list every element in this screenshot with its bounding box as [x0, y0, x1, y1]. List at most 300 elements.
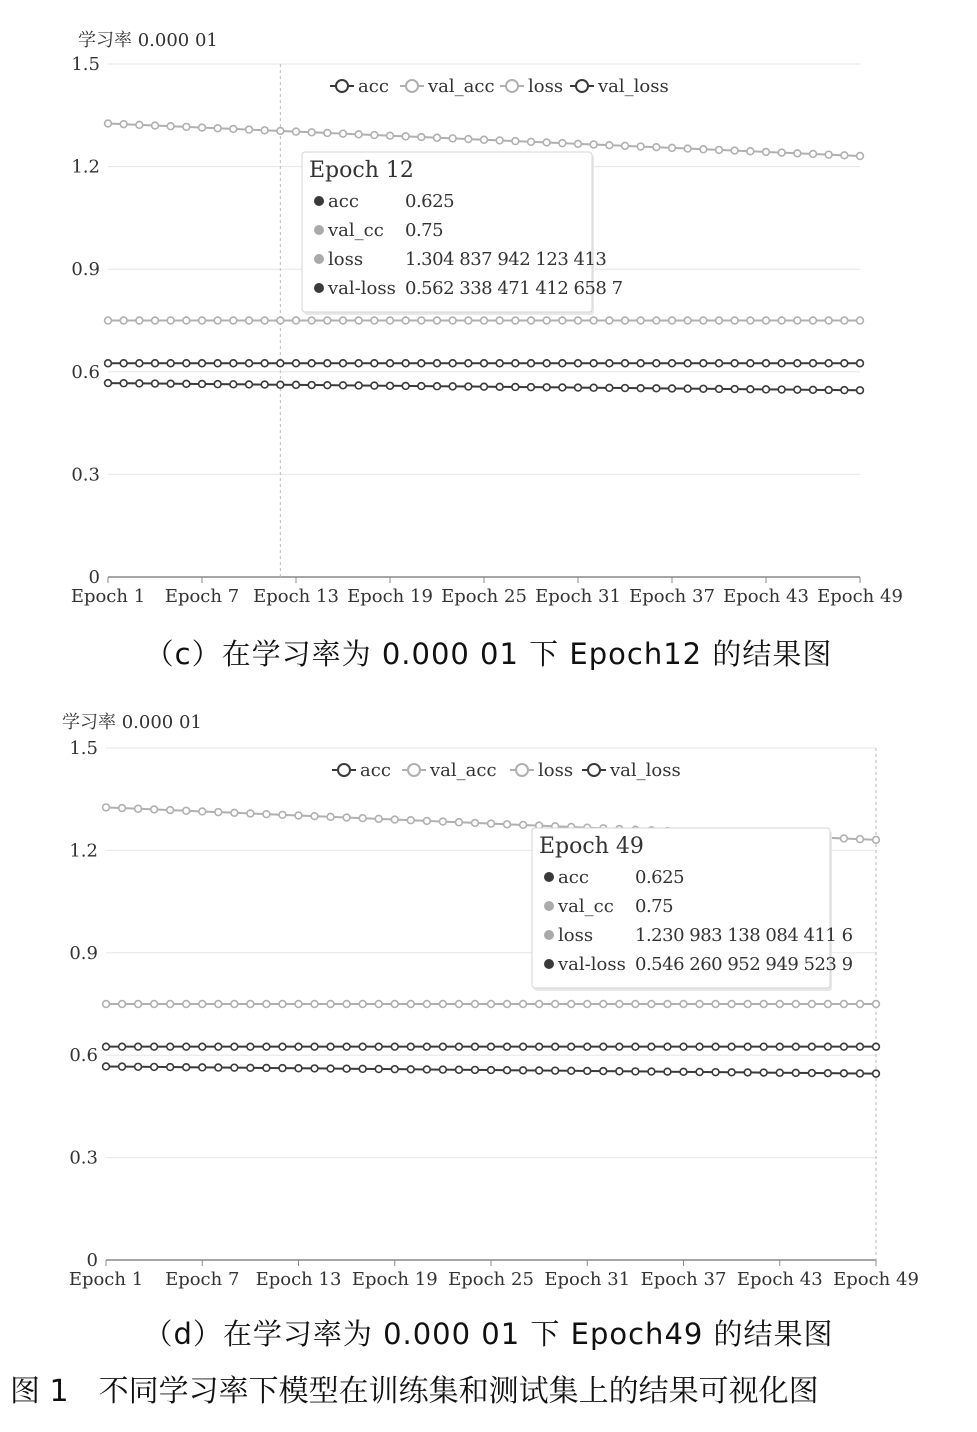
- data-point-acc: [792, 1043, 799, 1050]
- data-point-loss: [359, 815, 366, 822]
- data-point-val_acc: [465, 317, 472, 324]
- legend-marker-acc: [338, 764, 350, 776]
- data-point-acc: [552, 1043, 559, 1050]
- data-point-acc: [375, 1043, 382, 1050]
- data-point-loss: [472, 820, 479, 827]
- data-point-acc: [763, 360, 770, 367]
- data-point-val_loss: [472, 1066, 479, 1073]
- data-point-acc: [135, 1043, 142, 1050]
- legend-marker-val_acc: [408, 764, 420, 776]
- figure-number: 图 1: [10, 1374, 69, 1409]
- data-point-val_acc: [387, 317, 394, 324]
- x-tick-label: Epoch 25: [441, 586, 527, 607]
- data-point-loss: [841, 835, 848, 842]
- data-point-loss: [293, 128, 300, 135]
- data-point-loss: [136, 121, 143, 128]
- data-point-val_acc: [728, 1001, 735, 1008]
- data-point-val_loss: [684, 385, 691, 392]
- data-point-val_loss: [391, 1066, 398, 1073]
- legend-marker-loss: [516, 764, 528, 776]
- x-tick-label: Epoch 49: [833, 1269, 919, 1290]
- data-point-val_acc: [700, 317, 707, 324]
- data-point-val_loss: [696, 1069, 703, 1076]
- data-point-acc: [716, 360, 723, 367]
- y-tick-label: 0.3: [69, 1147, 98, 1169]
- data-point-acc: [712, 1043, 719, 1050]
- data-point-val_loss: [456, 1066, 463, 1073]
- data-point-val_acc: [308, 317, 315, 324]
- data-point-acc: [810, 360, 817, 367]
- data-point-acc: [808, 1043, 815, 1050]
- data-point-loss: [622, 142, 629, 149]
- data-point-acc: [279, 1043, 286, 1050]
- data-point-acc: [456, 1043, 463, 1050]
- data-point-val_acc: [327, 1001, 334, 1008]
- data-point-loss: [247, 810, 254, 817]
- data-point-val_acc: [402, 317, 409, 324]
- data-point-loss: [575, 140, 582, 147]
- data-point-loss: [731, 147, 738, 154]
- data-point-val_acc: [371, 317, 378, 324]
- data-point-loss: [684, 145, 691, 152]
- data-point-val_loss: [600, 1068, 607, 1075]
- data-point-loss: [355, 131, 362, 138]
- data-point-val_acc: [857, 317, 864, 324]
- data-point-acc: [199, 360, 206, 367]
- data-point-val_acc: [343, 1001, 350, 1008]
- data-point-val_loss: [371, 382, 378, 389]
- data-point-acc: [152, 360, 159, 367]
- data-point-loss: [199, 808, 206, 815]
- data-point-val_acc: [637, 317, 644, 324]
- data-point-val_loss: [311, 1065, 318, 1072]
- y-tick-label: 0: [86, 1250, 98, 1271]
- y-tick-label: 0.9: [69, 942, 98, 964]
- data-point-acc: [637, 360, 644, 367]
- data-point-loss: [119, 805, 126, 812]
- data-point-loss: [512, 138, 519, 145]
- x-tick-label: Epoch 31: [535, 586, 621, 607]
- y-tick-label: 1.5: [71, 54, 100, 75]
- data-point-val_acc: [439, 1001, 446, 1008]
- data-point-val_acc: [152, 317, 159, 324]
- data-point-val_loss: [584, 1068, 591, 1075]
- data-point-val_loss: [760, 1069, 767, 1076]
- data-point-val_acc: [183, 317, 190, 324]
- data-point-acc: [680, 1043, 687, 1050]
- data-point-val_acc: [230, 317, 237, 324]
- y-tick-label: 0.9: [71, 259, 100, 281]
- data-point-acc: [167, 360, 174, 367]
- data-point-acc: [700, 360, 707, 367]
- data-point-acc: [616, 1043, 623, 1050]
- data-point-loss: [340, 130, 347, 137]
- data-point-val_loss: [700, 385, 707, 392]
- tooltip-row-value: 0.75: [635, 896, 674, 917]
- y-tick-label: 0.6: [69, 1045, 98, 1067]
- data-point-val_loss: [575, 384, 582, 391]
- legend-label: acc: [358, 76, 389, 97]
- x-tick-label: Epoch 7: [164, 586, 240, 607]
- legend-marker-val_acc: [406, 80, 418, 92]
- data-point-acc: [136, 360, 143, 367]
- x-tick-label: Epoch 43: [736, 1269, 823, 1290]
- data-point-acc: [167, 1043, 174, 1050]
- data-point-acc: [841, 360, 848, 367]
- data-point-acc: [340, 360, 347, 367]
- data-point-val_loss: [263, 1065, 270, 1072]
- data-point-loss: [231, 809, 238, 816]
- data-point-val_acc: [167, 317, 174, 324]
- data-point-val_acc: [731, 317, 738, 324]
- tooltip-row-value: 0.75: [405, 220, 444, 241]
- data-point-val_loss: [653, 385, 660, 392]
- tooltip-dot: [544, 872, 554, 882]
- data-point-val_loss: [230, 381, 237, 388]
- data-point-val_loss: [231, 1064, 238, 1071]
- data-point-val_loss: [434, 383, 441, 390]
- data-point-val_loss: [606, 384, 613, 391]
- tooltip-row-label: val_cc: [328, 220, 384, 241]
- data-point-acc: [231, 1043, 238, 1050]
- data-point-val_acc: [716, 317, 723, 324]
- data-point-acc: [214, 360, 221, 367]
- legend-label: val_loss: [598, 76, 669, 97]
- tooltip-row-value: 1.304 837 942 123 413: [405, 249, 607, 270]
- data-point-val_loss: [103, 1063, 110, 1070]
- data-point-loss: [528, 138, 535, 145]
- data-point-loss: [215, 809, 222, 816]
- data-point-acc: [568, 1043, 575, 1050]
- tooltip-row-label: val-loss: [328, 278, 396, 299]
- data-point-loss: [199, 124, 206, 131]
- tooltip-row-value: 1.230 983 138 084 411 6: [635, 925, 853, 946]
- data-point-val_loss: [744, 1069, 751, 1076]
- data-point-val_loss: [728, 1069, 735, 1076]
- tooltip-dot: [544, 959, 554, 969]
- data-point-loss: [825, 151, 832, 158]
- legend-marker-val_loss: [576, 80, 588, 92]
- data-point-acc: [520, 1043, 527, 1050]
- data-point-val_acc: [263, 1001, 270, 1008]
- data-point-loss: [167, 123, 174, 130]
- data-point-acc: [308, 360, 315, 367]
- data-point-val_acc: [449, 317, 456, 324]
- data-point-val_acc: [684, 317, 691, 324]
- data-point-val_acc: [616, 1001, 623, 1008]
- data-point-val_loss: [792, 1069, 799, 1076]
- data-point-val_loss: [387, 382, 394, 389]
- data-point-loss: [311, 813, 318, 820]
- data-point-acc: [423, 1043, 430, 1050]
- data-point-loss: [402, 133, 409, 140]
- x-tick-label: Epoch 19: [351, 1269, 438, 1290]
- data-point-val_acc: [496, 317, 503, 324]
- x-tick-label: Epoch 1: [68, 1269, 144, 1290]
- data-point-val_acc: [340, 317, 347, 324]
- data-point-acc: [841, 1043, 848, 1050]
- data-point-acc: [449, 360, 456, 367]
- tooltip-dot: [314, 225, 324, 235]
- data-point-acc: [103, 1043, 110, 1050]
- data-point-val_loss: [528, 384, 535, 391]
- data-point-val_acc: [680, 1001, 687, 1008]
- data-point-loss: [343, 814, 350, 821]
- data-point-val_loss: [536, 1067, 543, 1074]
- data-point-acc: [407, 1043, 414, 1050]
- data-point-val_loss: [465, 383, 472, 390]
- x-tick-label: Epoch 25: [448, 1269, 534, 1290]
- tooltip-title: Epoch 12: [309, 158, 414, 183]
- data-point-val_loss: [825, 387, 832, 394]
- data-point-val_acc: [520, 1001, 527, 1008]
- data-point-val_loss: [340, 382, 347, 389]
- data-point-val_acc: [653, 317, 660, 324]
- data-point-acc: [648, 1043, 655, 1050]
- data-point-val_acc: [669, 317, 676, 324]
- data-point-acc: [439, 1043, 446, 1050]
- data-point-val_acc: [434, 317, 441, 324]
- tooltip-title: Epoch 49: [539, 834, 644, 859]
- data-point-loss: [481, 136, 488, 143]
- data-point-val_loss: [167, 1064, 174, 1071]
- data-point-acc: [744, 1043, 751, 1050]
- legend-label: acc: [360, 760, 391, 781]
- data-point-val_loss: [183, 380, 190, 387]
- data-point-loss: [810, 151, 817, 158]
- data-point-val_loss: [183, 1064, 190, 1071]
- data-point-val_loss: [637, 385, 644, 392]
- data-point-val_acc: [825, 317, 832, 324]
- legend-marker-acc: [336, 80, 348, 92]
- data-point-val_loss: [246, 381, 253, 388]
- legend-label: loss: [528, 76, 564, 97]
- data-point-acc: [481, 360, 488, 367]
- data-point-val_acc: [183, 1001, 190, 1008]
- data-point-loss: [327, 813, 334, 820]
- data-point-val_acc: [261, 317, 268, 324]
- data-point-acc: [794, 360, 801, 367]
- data-point-val_acc: [199, 317, 206, 324]
- data-point-loss: [135, 805, 142, 812]
- data-point-acc: [183, 360, 190, 367]
- data-point-loss: [504, 821, 511, 828]
- data-point-val_loss: [277, 381, 284, 388]
- data-point-val_loss: [841, 387, 848, 394]
- data-point-loss: [105, 120, 112, 127]
- chart-panel-c: [0, 0, 977, 640]
- data-point-val_acc: [747, 317, 754, 324]
- data-point-val_acc: [873, 1001, 880, 1008]
- x-tick-label: Epoch 13: [255, 1269, 342, 1290]
- lr-label: 学习率 0.000 01: [78, 30, 218, 51]
- data-point-val_loss: [199, 381, 206, 388]
- x-tick-label: Epoch 31: [544, 1269, 631, 1290]
- x-tick-label: Epoch 1: [70, 586, 146, 607]
- data-point-acc: [199, 1043, 206, 1050]
- data-point-val_acc: [712, 1001, 719, 1008]
- data-point-loss: [387, 132, 394, 139]
- data-point-loss: [214, 125, 221, 132]
- data-point-val_loss: [632, 1068, 639, 1075]
- data-point-acc: [359, 1043, 366, 1050]
- data-point-loss: [391, 816, 398, 823]
- data-point-val_loss: [778, 386, 785, 393]
- data-point-val_loss: [731, 386, 738, 393]
- data-point-acc: [776, 1043, 783, 1050]
- data-point-val_acc: [606, 317, 613, 324]
- data-point-val_acc: [504, 1001, 511, 1008]
- data-point-val_acc: [423, 1001, 430, 1008]
- data-point-val_acc: [311, 1001, 318, 1008]
- x-tick-label: Epoch 7: [165, 1269, 240, 1290]
- data-point-acc: [387, 360, 394, 367]
- data-point-loss: [841, 152, 848, 159]
- x-tick-label: Epoch 19: [347, 586, 433, 607]
- data-point-acc: [857, 360, 864, 367]
- data-point-val_acc: [744, 1001, 751, 1008]
- data-point-loss: [465, 136, 472, 143]
- data-point-val_acc: [568, 1001, 575, 1008]
- data-point-val_loss: [664, 1068, 671, 1075]
- figure-title: [10, 1366, 819, 1410]
- data-point-val_acc: [841, 317, 848, 324]
- data-point-acc: [277, 360, 284, 367]
- data-point-loss: [590, 141, 597, 148]
- data-point-acc: [488, 1043, 495, 1050]
- data-point-val_acc: [600, 1001, 607, 1008]
- data-point-loss: [669, 144, 676, 151]
- data-point-acc: [105, 360, 112, 367]
- data-point-loss: [418, 134, 425, 141]
- data-point-val_loss: [136, 380, 143, 387]
- data-point-acc: [590, 360, 597, 367]
- data-point-val_acc: [488, 1001, 495, 1008]
- data-point-acc: [600, 1043, 607, 1050]
- data-point-val_acc: [199, 1001, 206, 1008]
- data-point-acc: [653, 360, 660, 367]
- data-point-acc: [606, 360, 613, 367]
- data-point-loss: [167, 807, 174, 814]
- data-point-val_loss: [857, 387, 864, 394]
- data-point-val_acc: [246, 317, 253, 324]
- data-point-acc: [391, 1043, 398, 1050]
- data-point-val_loss: [105, 380, 112, 387]
- data-point-acc: [327, 1043, 334, 1050]
- data-point-val_acc: [528, 317, 535, 324]
- data-point-val_loss: [215, 1064, 222, 1071]
- data-point-loss: [653, 144, 660, 151]
- data-point-loss: [857, 153, 864, 160]
- legend-marker-loss: [506, 80, 518, 92]
- legend-label: val_acc: [430, 760, 497, 781]
- data-point-loss: [520, 822, 527, 829]
- data-point-loss: [183, 123, 190, 130]
- data-point-loss: [279, 811, 286, 818]
- data-point-acc: [825, 360, 832, 367]
- data-point-loss: [407, 817, 414, 824]
- data-point-acc: [293, 360, 300, 367]
- data-point-val_loss: [407, 1066, 414, 1073]
- data-point-acc: [230, 360, 237, 367]
- data-point-acc: [731, 360, 738, 367]
- data-point-val_loss: [763, 386, 770, 393]
- legend-label: loss: [538, 760, 574, 781]
- data-point-acc: [246, 360, 253, 367]
- data-point-val_acc: [552, 1001, 559, 1008]
- data-point-acc: [669, 360, 676, 367]
- tooltip-row-label: loss: [558, 925, 594, 946]
- data-point-loss: [246, 126, 253, 133]
- data-point-val_acc: [841, 1001, 848, 1008]
- data-point-val_acc: [857, 1001, 864, 1008]
- data-point-val_loss: [520, 1067, 527, 1074]
- data-point-acc: [684, 360, 691, 367]
- data-point-loss: [295, 812, 302, 819]
- data-point-val_acc: [391, 1001, 398, 1008]
- data-point-loss: [230, 126, 237, 133]
- data-point-val_loss: [568, 1067, 575, 1074]
- data-point-val_acc: [590, 317, 597, 324]
- data-point-val_loss: [439, 1066, 446, 1073]
- tooltip-row-label: val-loss: [558, 954, 626, 975]
- data-point-val_loss: [841, 1070, 848, 1077]
- data-point-val_loss: [423, 1066, 430, 1073]
- data-point-val_loss: [295, 1065, 302, 1072]
- data-point-loss: [449, 135, 456, 142]
- data-point-val_loss: [512, 384, 519, 391]
- data-point-loss: [120, 121, 127, 128]
- data-point-loss: [857, 836, 864, 843]
- data-point-val_acc: [120, 317, 127, 324]
- data-point-val_loss: [616, 1068, 623, 1075]
- data-point-val_loss: [857, 1070, 864, 1077]
- data-point-val_loss: [716, 386, 723, 393]
- data-point-acc: [119, 1043, 126, 1050]
- data-point-loss: [543, 139, 550, 146]
- data-point-val_acc: [512, 317, 519, 324]
- data-point-val_acc: [543, 317, 550, 324]
- data-point-val_loss: [680, 1068, 687, 1075]
- data-point-val_loss: [402, 383, 409, 390]
- data-point-loss: [263, 811, 270, 818]
- data-point-val_acc: [481, 317, 488, 324]
- data-point-acc: [371, 360, 378, 367]
- data-point-acc: [295, 1043, 302, 1050]
- data-point-loss: [763, 149, 770, 156]
- x-tick-label: Epoch 37: [640, 1269, 727, 1290]
- data-point-val_acc: [664, 1001, 671, 1008]
- data-point-acc: [402, 360, 409, 367]
- data-point-val_acc: [277, 317, 284, 324]
- tooltip-row-value: 0.562 338 471 412 658 7: [405, 278, 623, 299]
- data-point-val_acc: [808, 1001, 815, 1008]
- data-point-acc: [496, 360, 503, 367]
- data-point-val_loss: [355, 382, 362, 389]
- data-point-val_acc: [136, 317, 143, 324]
- data-point-val_acc: [472, 1001, 479, 1008]
- data-point-acc: [873, 1043, 880, 1050]
- data-point-acc: [778, 360, 785, 367]
- data-point-loss: [151, 806, 158, 813]
- data-point-val_acc: [231, 1001, 238, 1008]
- data-point-val_acc: [778, 317, 785, 324]
- chart-c-svg: [0, 0, 977, 640]
- legend-marker-val_loss: [588, 764, 600, 776]
- data-point-val_acc: [103, 1001, 110, 1008]
- data-point-val_loss: [152, 380, 159, 387]
- data-point-val_loss: [293, 381, 300, 388]
